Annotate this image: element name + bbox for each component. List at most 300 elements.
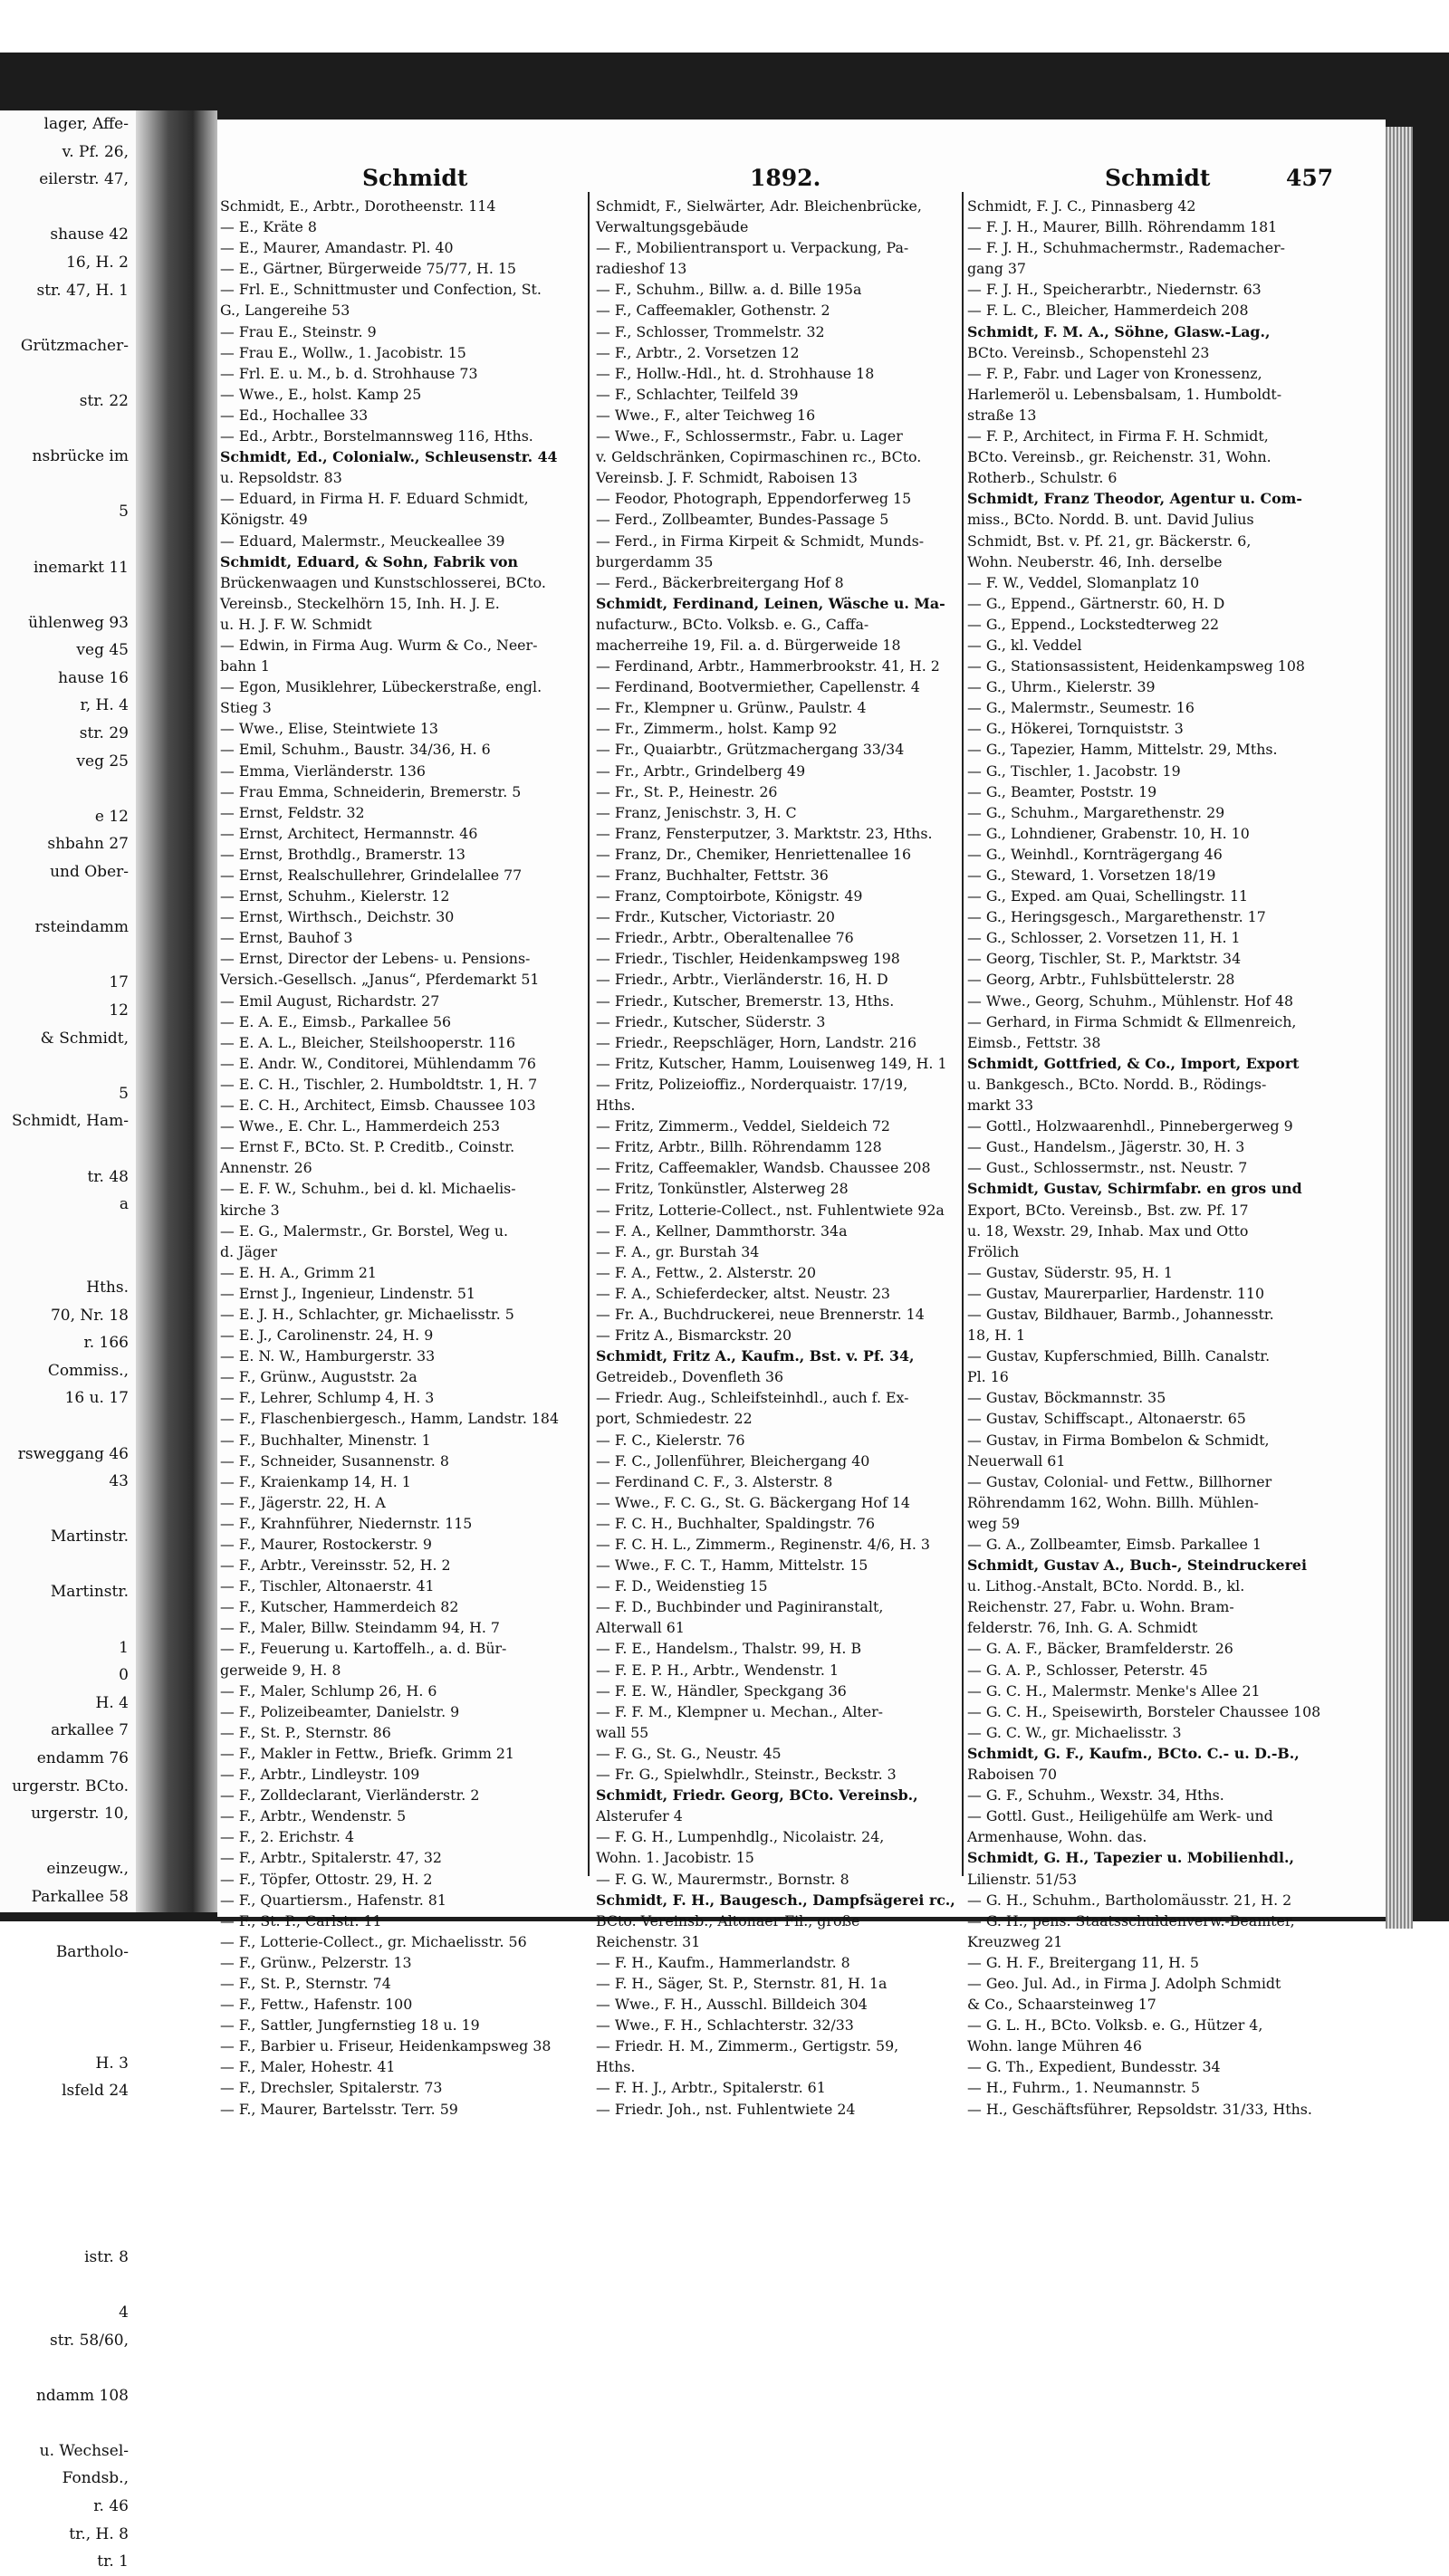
directory-entry: — F., 2. Erichstr. 4 bbox=[220, 1828, 354, 1846]
directory-entry: BCto. Vereinsb., gr. Reichenstr. 31, Wohn. bbox=[967, 448, 1271, 466]
left-page-line: 16, H. 2 bbox=[66, 253, 129, 272]
directory-entry: markt 33 bbox=[967, 1096, 1033, 1115]
directory-entry: — Eduard, Malermstr., Meuckeallee 39 bbox=[220, 531, 505, 550]
directory-entry: — Frdr., Kutscher, Victoriastr. 20 bbox=[596, 908, 835, 926]
directory-entry: — Edwin, in Firma Aug. Wurm & Co., Neer- bbox=[220, 636, 538, 654]
directory-entry: straße 13 bbox=[967, 406, 1037, 424]
directory-entry: — G., Uhrm., Kielerstr. 39 bbox=[967, 678, 1156, 696]
left-page-line: str. 47, H. 1 bbox=[36, 281, 129, 300]
directory-entry: — Ferd., Zollbeamter, Bundes-Passage 5 bbox=[596, 511, 889, 529]
directory-entry: — Fritz, Lotterie-Collect., nst. Fuhlentwiete 92a bbox=[596, 1201, 945, 1219]
directory-entry: — Franz, Jenischstr. 3, H. C bbox=[596, 803, 797, 821]
directory-entry: — Gust., Schlossermstr., nst. Neustr. 7 bbox=[967, 1159, 1248, 1177]
left-page-line: shbahn 27 bbox=[47, 835, 129, 854]
directory-entry: Reichenstr. 27, Fabr. u. Wohn. Bram- bbox=[967, 1598, 1234, 1616]
directory-entry: — Ferdinand, Bootvermiether, Capellenstr. 4 bbox=[596, 678, 920, 696]
left-page-line: 0 bbox=[119, 1666, 129, 1685]
directory-entry: — F. F. M., Klempner u. Mechan., Alter- bbox=[596, 1702, 883, 1720]
directory-entry: — G., Hökerei, Tornquiststr. 3 bbox=[967, 720, 1184, 738]
directory-entry: — Ed., Arbtr., Borstelmannsweg 116, Hths. bbox=[220, 427, 533, 445]
directory-entry: — F., Arbtr., Lindleystr. 109 bbox=[220, 1766, 420, 1784]
left-page-line bbox=[0, 1219, 136, 1247]
left-page-line: u. Wechsel- bbox=[39, 2441, 129, 2460]
left-page-line bbox=[0, 2271, 136, 2299]
directory-entry: — Georg, Arbtr., Fuhlsbüttelerstr. 28 bbox=[967, 971, 1235, 989]
directory-entry: — Wwe., Elise, Steintwiete 13 bbox=[220, 720, 438, 738]
left-page-line: 5 bbox=[119, 503, 129, 522]
left-page-line bbox=[0, 1994, 136, 2022]
directory-entry: — Georg, Tischler, St. P., Marktstr. 34 bbox=[967, 950, 1242, 968]
left-page-line: r. 166 bbox=[83, 1334, 129, 1353]
directory-entry: — F., St. P., Sternstr. 74 bbox=[220, 1974, 391, 1992]
left-page-line bbox=[0, 2022, 136, 2050]
left-page-line bbox=[0, 2188, 136, 2217]
directory-entry: — Fritz, Arbtr., Billh. Röhrendamm 128 bbox=[596, 1138, 882, 1156]
header-left-name: Schmidt bbox=[362, 165, 468, 191]
directory-entry: Wohn. 1. Jacobistr. 15 bbox=[596, 1849, 754, 1867]
left-page-line: e 12 bbox=[94, 807, 129, 826]
left-page-line: veg 45 bbox=[76, 641, 129, 660]
directory-entry: — Ernst, Brothdlg., Bramerstr. 13 bbox=[220, 845, 465, 863]
directory-entry: — Fritz, Kutscher, Hamm, Louisenweg 149, H. 1 bbox=[596, 1054, 947, 1072]
directory-entry: — Fritz, Polizeioffiz., Norderquaistr. 17/19, bbox=[596, 1075, 908, 1093]
left-page-line: urgerstr. 10, bbox=[31, 1805, 129, 1824]
directory-entry: — E. G., Malermstr., Gr. Borstel, Weg u. bbox=[220, 1221, 509, 1240]
directory-entry: gang 37 bbox=[967, 260, 1026, 278]
directory-entry: radieshof 13 bbox=[596, 260, 687, 278]
directory-entry: — E. H. A., Grimm 21 bbox=[220, 1263, 377, 1281]
directory-entry: — F., Schlachter, Teilfeld 39 bbox=[596, 385, 799, 403]
directory-entry: — Frau Emma, Schneiderin, Bremerstr. 5 bbox=[220, 782, 522, 800]
directory-entry: — F., Jägerstr. 22, H. A bbox=[220, 1493, 386, 1511]
directory-entry: — Emma, Vierländerstr. 136 bbox=[220, 761, 426, 780]
directory-entry: felderstr. 76, Inh. G. A. Schmidt bbox=[967, 1619, 1198, 1637]
header-right-name: Schmidt bbox=[1105, 165, 1211, 191]
directory-entry: — Wwe., F. C. T., Hamm, Mittelstr. 15 bbox=[596, 1556, 868, 1575]
directory-entry: — Frl. E., Schnittmuster und Confection, St. bbox=[220, 281, 542, 299]
directory-entry: — Ferdinand C. F., 3. Alsterstr. 8 bbox=[596, 1472, 833, 1490]
directory-entry: Hths. bbox=[596, 2058, 636, 2076]
left-page-fragment bbox=[0, 110, 136, 2571]
directory-entry: Röhrendamm 162, Wohn. Billh. Mühlen- bbox=[967, 1493, 1259, 1511]
directory-entry: weg 59 bbox=[967, 1514, 1021, 1532]
left-page-line: Martinstr. bbox=[50, 1527, 129, 1547]
directory-entry: — G., Heringsgesch., Margarethenstr. 17 bbox=[967, 908, 1266, 926]
directory-entry: Alterwall 61 bbox=[596, 1619, 685, 1637]
directory-entry: BCto. Vereinsb., Altonaer Fil., große bbox=[596, 1911, 860, 1930]
directory-entry: — F. A., Fettw., 2. Alsterstr. 20 bbox=[596, 1263, 817, 1281]
left-page-line bbox=[0, 2105, 136, 2133]
left-page-line: 1 bbox=[119, 1638, 129, 1657]
directory-entry: — G., Malermstr., Seumestr. 16 bbox=[967, 699, 1195, 717]
directory-entry: — F., Grünw., Pelzerstr. 13 bbox=[220, 1953, 412, 1971]
directory-entry: port, Schmiedestr. 22 bbox=[596, 1410, 753, 1428]
directory-entry: — G., Tapezier, Hamm, Mittelstr. 29, Mths. bbox=[967, 741, 1278, 759]
left-page-line: v. Pf. 26, bbox=[62, 142, 129, 161]
page-edges bbox=[1386, 127, 1413, 1929]
left-page-line: & Schmidt, bbox=[40, 1029, 129, 1048]
left-page-line bbox=[0, 775, 136, 803]
directory-entry: — F., Buchhalter, Minenstr. 1 bbox=[220, 1431, 431, 1449]
directory-entry: — F., Kraienkamp 14, H. 1 bbox=[220, 1472, 411, 1490]
directory-entry: — Fritz A., Bismarckstr. 20 bbox=[596, 1326, 792, 1345]
left-page-line: tr., H. 8 bbox=[69, 2524, 129, 2543]
directory-entry: — E. F. W., Schuhm., bei d. kl. Michaelis- bbox=[220, 1180, 516, 1198]
directory-entry: & Co., Schaarsteinweg 17 bbox=[967, 1996, 1156, 2014]
directory-entry: — Friedr., Reepschläger, Horn, Landstr. 216 bbox=[596, 1033, 917, 1051]
column-rule bbox=[962, 192, 964, 1876]
directory-entry: Frölich bbox=[967, 1242, 1020, 1260]
directory-entry: — F. P., Architect, in Firma F. H. Schmidt, bbox=[967, 427, 1269, 445]
directory-entry: — F., Arbtr., Wendenstr. 5 bbox=[220, 1807, 407, 1825]
directory-entry: Raboisen 70 bbox=[967, 1766, 1058, 1784]
left-page-line: shause 42 bbox=[50, 225, 129, 244]
left-page-line bbox=[0, 942, 136, 970]
directory-entry: — G., Schlosser, 2. Vorsetzen 11, H. 1 bbox=[967, 929, 1241, 947]
directory-entry: Reichenstr. 31 bbox=[596, 1932, 701, 1950]
directory-entry: — F. G. W., Maurermstr., Bornstr. 8 bbox=[596, 1870, 849, 1888]
directory-entry: — F., Quartiersm., Hafenstr. 81 bbox=[220, 1891, 446, 1909]
directory-entry: Getreideb., Dovenfleth 36 bbox=[596, 1368, 784, 1386]
directory-entry: — F., Tischler, Altonaerstr. 41 bbox=[220, 1577, 435, 1595]
directory-entry: — F., Maler, Billw. Steindamm 94, H. 7 bbox=[220, 1619, 500, 1637]
directory-entry: — F., Schneider, Susannenstr. 8 bbox=[220, 1451, 449, 1470]
left-page-line bbox=[0, 2216, 136, 2244]
directory-entry: — F. P., Fabr. und Lager von Kronessenz, bbox=[967, 364, 1262, 382]
left-page-line: a bbox=[119, 1195, 129, 1214]
left-page-line: 16 u. 17 bbox=[64, 1389, 129, 1408]
directory-entry: Eimsb., Fettstr. 38 bbox=[967, 1033, 1101, 1051]
directory-entry: — G., Eppend., Lockstedterweg 22 bbox=[967, 615, 1220, 633]
directory-entry: — Gustav, in Firma Bombelon & Schmidt, bbox=[967, 1431, 1270, 1449]
directory-entry: — G., kl. Veddel bbox=[967, 636, 1082, 654]
directory-entry: — Friedr. Joh., nst. Fuhlentwiete 24 bbox=[596, 2100, 856, 2118]
directory-entry: — G. L. H., BCto. Volksb. e. G., Hützer 4, bbox=[967, 2016, 1263, 2035]
left-page-line: 70, Nr. 18 bbox=[50, 1306, 129, 1325]
left-page-line: rsteindamm bbox=[34, 918, 129, 937]
directory-entry: — G. A. F., Bäcker, Bramfelderstr. 26 bbox=[967, 1640, 1233, 1658]
directory-entry: — Fr. A., Buchdruckerei, neue Brennerstr. 14 bbox=[596, 1305, 925, 1323]
directory-entry: burgerdamm 35 bbox=[596, 552, 714, 570]
directory-entry: — F. C., Jollenführer, Bleichergang 40 bbox=[596, 1451, 870, 1470]
left-page-line bbox=[0, 2354, 136, 2382]
directory-entry: — Eduard, in Firma H. F. Eduard Schmidt, bbox=[220, 490, 529, 508]
directory-entry: — Wwe., E. Chr. L., Hammerdeich 253 bbox=[220, 1117, 500, 1135]
directory-entry: — F., Polizeibeamter, Danielstr. 9 bbox=[220, 1702, 460, 1720]
directory-entry: — F., Krahnführer, Niedernstr. 115 bbox=[220, 1514, 473, 1532]
directory-entry: — F., Flaschenbiergesch., Hamm, Landstr. 184 bbox=[220, 1410, 560, 1428]
left-page-line bbox=[0, 1246, 136, 1274]
directory-entry: miss., BCto. Nordd. B. unt. David Julius bbox=[967, 511, 1254, 529]
left-page-line: 4 bbox=[119, 2303, 129, 2322]
left-page-line: istr. 8 bbox=[84, 2247, 129, 2266]
page-number: 457 bbox=[1286, 165, 1334, 191]
directory-entry: — F. E. P. H., Arbtr., Wendenstr. 1 bbox=[596, 1661, 840, 1679]
directory-entry: — F., Maler, Schlump 26, H. 6 bbox=[220, 1681, 437, 1700]
directory-entry: — Friedr. Aug., Schleifsteinhdl., auch f. Ex- bbox=[596, 1389, 909, 1407]
directory-entry: — Fritz, Tonkünstler, Alsterweg 28 bbox=[596, 1180, 849, 1198]
directory-entry: — G. Th., Expedient, Bundesstr. 34 bbox=[967, 2058, 1221, 2076]
directory-entry: — Ernst, Wirthsch., Deichstr. 30 bbox=[220, 908, 455, 926]
directory-entry: — Ernst J., Ingenieur, Lindenstr. 51 bbox=[220, 1284, 475, 1302]
directory-entry: — Friedr., Kutscher, Bremerstr. 13, Hths. bbox=[596, 991, 895, 1010]
directory-entry: — F. G., St. G., Neustr. 45 bbox=[596, 1744, 782, 1762]
directory-entry: — Wwe., F., alter Teichweg 16 bbox=[596, 406, 816, 424]
directory-entry: — F. A., Kellner, Dammthorstr. 34a bbox=[596, 1221, 848, 1240]
left-page-line: Commiss., bbox=[47, 1361, 129, 1380]
directory-entry: — F. G. H., Lumpenhdlg., Nicolaistr. 24, bbox=[596, 1828, 885, 1846]
directory-entry: — F., Maurer, Rostockerstr. 9 bbox=[220, 1536, 432, 1553]
directory-entry: Schmidt, Eduard, & Sohn, Fabrik von bbox=[220, 552, 519, 570]
book-gutter bbox=[136, 110, 217, 1912]
directory-entry: Schmidt, Friedr. Georg, BCto. Vereinsb., bbox=[596, 1786, 918, 1805]
directory-entry: — Fritz, Zimmerm., Veddel, Sieldeich 72 bbox=[596, 1117, 890, 1135]
left-page-line: 5 bbox=[119, 1084, 129, 1103]
directory-entry: — E. J. H., Schlachter, gr. Michaelisstr. 5 bbox=[220, 1305, 514, 1323]
directory-entry: — F. E., Handelsm., Thalstr. 99, H. B bbox=[596, 1640, 862, 1658]
directory-entry: — Feodor, Photograph, Eppendorferweg 15 bbox=[596, 490, 912, 508]
directory-entry: Schmidt, G. H., Tapezier u. Mobilienhdl., bbox=[967, 1849, 1294, 1867]
directory-entry: — Franz, Fensterputzer, 3. Marktstr. 23, Hths. bbox=[596, 824, 933, 842]
left-page-line bbox=[0, 2132, 136, 2160]
directory-entry: — F., Kutscher, Hammerdeich 82 bbox=[220, 1598, 459, 1616]
left-page-line: tr. 1 bbox=[97, 2552, 129, 2571]
directory-entry: Verwaltungsgebäude bbox=[596, 218, 749, 236]
directory-entry: — G. C. H., Malermstr. Menke's Allee 21 bbox=[967, 1681, 1261, 1700]
directory-entry: — Ernst, Feldstr. 32 bbox=[220, 803, 365, 821]
directory-entry: Schmidt, Gustav A., Buch-, Steindruckerei bbox=[967, 1556, 1307, 1575]
directory-entry: — F., Hollw.-Hdl., ht. d. Strohhause 18 bbox=[596, 364, 875, 382]
directory-entry: — E. J., Carolinenstr. 24, H. 9 bbox=[220, 1326, 434, 1345]
directory-entry: — F. H. J., Arbtr., Spitalerstr. 61 bbox=[596, 2079, 826, 2097]
directory-entry: kirche 3 bbox=[220, 1201, 280, 1219]
directory-entry: Annenstr. 26 bbox=[220, 1159, 312, 1177]
directory-entry: — F. H., Kaufm., Hammerlandstr. 8 bbox=[596, 1953, 850, 1971]
directory-entry: — F., Zolldeclarant, Vierländerstr. 2 bbox=[220, 1786, 480, 1805]
directory-entry: — F., Arbtr., Vereinsstr. 52, H. 2 bbox=[220, 1556, 451, 1575]
left-page-line: eilerstr. 47, bbox=[39, 170, 129, 189]
directory-entry: — Ernst, Director der Lebens- u. Pensions- bbox=[220, 950, 531, 968]
directory-entry: — F., St. P., Carlstr. 11 bbox=[220, 1911, 382, 1930]
left-page-line bbox=[0, 1135, 136, 1164]
directory-entry: — Fr., Klempner u. Grünw., Paulstr. 4 bbox=[596, 699, 867, 717]
directory-page bbox=[217, 120, 1386, 2118]
left-page-line: Grützmacher- bbox=[20, 336, 129, 355]
directory-entry: Kreuzweg 21 bbox=[967, 1932, 1063, 1950]
directory-entry: — Friedr., Arbtr., Vierländerstr. 16, H. D bbox=[596, 971, 888, 989]
directory-entry: — G., Schuhm., Margarethenstr. 29 bbox=[967, 803, 1225, 821]
directory-entry: — F., Grünw., Auguststr. 2a bbox=[220, 1368, 417, 1386]
directory-entry: Königstr. 49 bbox=[220, 511, 308, 529]
directory-entry: — G., Beamter, Poststr. 19 bbox=[967, 782, 1157, 800]
directory-entry: — E., Maurer, Amandastr. Pl. 40 bbox=[220, 239, 454, 257]
directory-entry: — G., Tischler, 1. Jacobstr. 19 bbox=[967, 761, 1181, 780]
directory-entry: — Wwe., Georg, Schuhm., Mühlenstr. Hof 48 bbox=[967, 991, 1294, 1010]
left-page-line bbox=[0, 2409, 136, 2437]
left-page-line bbox=[0, 526, 136, 554]
directory-entry: — Franz, Comptoirbote, Königstr. 49 bbox=[596, 887, 863, 905]
left-page-line bbox=[0, 1606, 136, 1634]
directory-entry: — Friedr., Tischler, Heidenkampsweg 198 bbox=[596, 950, 900, 968]
left-page-line bbox=[0, 359, 136, 388]
directory-entry: Rotherb., Schulstr. 6 bbox=[967, 469, 1118, 487]
left-page-line: H. 3 bbox=[95, 2054, 129, 2073]
left-page-line bbox=[0, 471, 136, 499]
directory-entry: — F., Drechsler, Spitalerstr. 73 bbox=[220, 2079, 443, 2097]
directory-entry: — Gustav, Colonial- und Fettw., Billhorner bbox=[967, 1472, 1272, 1490]
directory-entry: — H., Geschäftsführer, Repsoldstr. 31/33, Hths. bbox=[967, 2100, 1312, 2118]
directory-entry: — E. A. E., Eimsb., Parkallee 56 bbox=[220, 1012, 452, 1030]
directory-entry: — Ernst, Architect, Hermannstr. 46 bbox=[220, 824, 478, 842]
left-page-line: str. 29 bbox=[79, 724, 129, 743]
left-page-line: Schmidt, Ham- bbox=[11, 1112, 129, 1131]
directory-entry: — F., Lotterie-Collect., gr. Michaelisstr. 56 bbox=[220, 1932, 527, 1950]
directory-entry: nufacturw., BCto. Volksb. e. G., Caffa- bbox=[596, 615, 869, 633]
left-page-line: hause 16 bbox=[58, 668, 129, 687]
left-page-line bbox=[0, 1052, 136, 1080]
directory-entry: Schmidt, Bst. v. Pf. 21, gr. Bäckerstr. 6, bbox=[967, 531, 1252, 550]
directory-entry: Schmidt, Franz Theodor, Agentur u. Com- bbox=[967, 490, 1302, 508]
left-page-line: Martinstr. bbox=[50, 1583, 129, 1602]
left-page-line: endamm 76 bbox=[36, 1749, 129, 1768]
left-page-line: arkallee 7 bbox=[51, 1721, 129, 1740]
left-page-line: Hths. bbox=[86, 1278, 129, 1297]
directory-entry: — E., Kräte 8 bbox=[220, 218, 317, 236]
directory-entry: — F. D., Buchbinder und Paginiranstalt, bbox=[596, 1598, 884, 1616]
directory-entry: Armenhause, Wohn. das. bbox=[967, 1828, 1147, 1846]
directory-entry: — E., Gärtner, Bürgerweide 75/77, H. 15 bbox=[220, 260, 516, 278]
directory-entry: bahn 1 bbox=[220, 657, 270, 675]
left-page-line bbox=[0, 581, 136, 609]
directory-entry: — F., Caffeemakler, Gothenstr. 2 bbox=[596, 302, 830, 320]
directory-entry: — E. A. L., Bleicher, Steilshooperstr. 116 bbox=[220, 1033, 516, 1051]
directory-entry: — F. W., Veddel, Slomanplatz 10 bbox=[967, 573, 1200, 591]
directory-entry: — E. N. W., Hamburgerstr. 33 bbox=[220, 1347, 436, 1365]
directory-entry: Vereinsb., Steckelhörn 15, Inh. H. J. E. bbox=[220, 594, 500, 612]
directory-entry: — Fr., Quaiarbtr., Grützmachergang 33/34 bbox=[596, 741, 905, 759]
directory-entry: — F., Makler in Fettw., Briefk. Grimm 21 bbox=[220, 1744, 514, 1762]
directory-entry: — Wwe., F., Schlossermstr., Fabr. u. Lager bbox=[596, 427, 903, 445]
left-page-line: H. 4 bbox=[95, 1693, 129, 1712]
directory-entry: Brückenwaagen und Kunstschlosserei, BCto. bbox=[220, 573, 546, 591]
directory-entry: — G. A. P., Schlosser, Peterstr. 45 bbox=[967, 1661, 1208, 1679]
left-page-line: inemarkt 11 bbox=[34, 558, 129, 577]
directory-entry: — G., Stationsassistent, Heidenkampsweg 108 bbox=[967, 657, 1305, 675]
directory-entry: — Egon, Musiklehrer, Lübeckerstraße, engl. bbox=[220, 678, 542, 696]
directory-entry: u. Bankgesch., BCto. Nordd. B., Rödings- bbox=[967, 1075, 1267, 1093]
directory-entry: — Ed., Hochallee 33 bbox=[220, 406, 369, 424]
directory-entry: — Fr., Zimmerm., holst. Kamp 92 bbox=[596, 720, 838, 738]
left-page-line bbox=[0, 1967, 136, 1995]
directory-entry: — Gustav, Böckmannstr. 35 bbox=[967, 1389, 1166, 1407]
directory-entry: — Ferd., in Firma Kirpeit & Schmidt, Munds- bbox=[596, 531, 925, 550]
directory-entry: Wohn. lange Mühren 46 bbox=[967, 2037, 1142, 2055]
directory-entry: — Fritz, Caffeemakler, Wandsb. Chaussee 208 bbox=[596, 1159, 931, 1177]
directory-entry: — Fr., Arbtr., Grindelberg 49 bbox=[596, 761, 806, 780]
left-page-line: str. 58/60, bbox=[49, 2331, 129, 2350]
directory-entry: — Gustav, Kupferschmied, Billh. Canalstr. bbox=[967, 1347, 1271, 1365]
directory-entry: macherreihe 19, Fil. a. d. Bürgerweide 18 bbox=[596, 636, 901, 654]
directory-entry: — Friedr. H. M., Zimmerm., Gertigstr. 59, bbox=[596, 2037, 899, 2055]
directory-entry: — F. J. H., Maurer, Billh. Röhrendamm 181 bbox=[967, 218, 1278, 236]
left-page-line: r, H. 4 bbox=[80, 696, 129, 715]
directory-entry: Schmidt, Fritz A., Kaufm., Bst. v. Pf. 34, bbox=[596, 1347, 915, 1365]
directory-entry: Schmidt, E., Arbtr., Dorotheenstr. 114 bbox=[220, 197, 496, 215]
directory-entry: — F. C. H. L., Zimmerm., Reginenstr. 4/6, H. 3 bbox=[596, 1536, 930, 1553]
directory-entry: — F. J. H., Speicherarbtr., Niedernstr. 63 bbox=[967, 281, 1262, 299]
directory-entry: — G., Weinhdl., Kornträgergang 46 bbox=[967, 845, 1223, 863]
left-page-line: Parkallee 58 bbox=[31, 1888, 129, 1906]
left-page-line: 43 bbox=[109, 1472, 129, 1491]
left-page-line: 17 bbox=[109, 973, 129, 992]
directory-entry: — G., Exped. am Quai, Schellingstr. 11 bbox=[967, 887, 1249, 905]
directory-entry: — G., Lohndiener, Grabenstr. 10, H. 10 bbox=[967, 824, 1250, 842]
directory-entry: — Gust., Handelsm., Jägerstr. 30, H. 3 bbox=[967, 1138, 1245, 1156]
directory-entry: Alsterufer 4 bbox=[596, 1807, 683, 1825]
directory-entry: — F. C., Kielerstr. 76 bbox=[596, 1431, 745, 1449]
left-page-line bbox=[0, 304, 136, 332]
directory-entry: — Gottl., Holzwaarenhdl., Pinnebergerweg 9 bbox=[967, 1117, 1293, 1135]
left-page-line: rsweggang 46 bbox=[17, 1444, 129, 1463]
left-page-line bbox=[0, 1828, 136, 1856]
directory-entry: — E. Andr. W., Conditorei, Mühlendamm 76 bbox=[220, 1054, 536, 1072]
directory-entry: Pl. 16 bbox=[967, 1368, 1009, 1386]
column-rule bbox=[588, 192, 590, 1876]
directory-entry: Versich.-Gesellsch. „Janus“, Pferdemarkt 51 bbox=[220, 971, 540, 989]
directory-entry: — G. A., Zollbeamter, Eimsb. Parkallee 1 bbox=[967, 1536, 1262, 1553]
directory-entry: — F., Schlosser, Trommelstr. 32 bbox=[596, 322, 825, 340]
directory-entry: — Gottl. Gust., Heiligehülfe am Werk- und bbox=[967, 1807, 1273, 1825]
left-page-line: str. 22 bbox=[79, 391, 129, 410]
directory-entry: — F., Fettw., Hafenstr. 100 bbox=[220, 1996, 413, 2014]
left-page-line bbox=[0, 194, 136, 222]
directory-entry: — Gustav, Maurerparlier, Hardenstr. 110 bbox=[967, 1284, 1265, 1302]
directory-entry: — G. H., Schuhm., Bartholomäusstr. 21, H. 2 bbox=[967, 1891, 1292, 1909]
directory-entry: — Frau E., Steinstr. 9 bbox=[220, 322, 377, 340]
directory-entry: — Wwe., F. H., Schlachterstr. 32/33 bbox=[596, 2016, 854, 2035]
directory-entry: u. 18, Wexstr. 29, Inhab. Max und Otto bbox=[967, 1221, 1249, 1240]
directory-entry: — H., Fuhrm., 1. Neumannstr. 5 bbox=[967, 2079, 1201, 2097]
left-page-line: und Ober- bbox=[50, 863, 129, 882]
left-page-line: lsfeld 24 bbox=[62, 2082, 129, 2101]
directory-entry: — F., Arbtr., 2. Vorsetzen 12 bbox=[596, 343, 800, 361]
directory-entry: Stieg 3 bbox=[220, 699, 272, 717]
directory-entry: — Ferd., Bäckerbreitergang Hof 8 bbox=[596, 573, 844, 591]
directory-entry: gerweide 9, H. 8 bbox=[220, 1661, 341, 1679]
directory-entry: Harlemeröl u. Lebensbalsam, 1. Humboldt- bbox=[967, 385, 1282, 403]
left-page-line: ühlenweg 93 bbox=[28, 613, 129, 632]
directory-entry: — F. L. C., Bleicher, Hammerdeich 208 bbox=[967, 302, 1249, 320]
directory-entry: — Wwe., E., holst. Kamp 25 bbox=[220, 385, 422, 403]
directory-entry: Schmidt, F. H., Baugesch., Dampfsägerei rc., bbox=[596, 1891, 955, 1909]
left-page-line: nsbrücke im bbox=[32, 447, 129, 466]
directory-entry: — Ernst F., BCto. St. P. Creditb., Coinstr. bbox=[220, 1138, 515, 1156]
left-page-line bbox=[0, 1911, 136, 1939]
directory-entry: — F., Maler, Hohestr. 41 bbox=[220, 2058, 396, 2076]
directory-entry: v. Geldschränken, Copirmaschinen rc., BCto. bbox=[596, 448, 922, 466]
directory-entry: — Gerhard, in Firma Schmidt & Ellmenreich, bbox=[967, 1012, 1297, 1030]
directory-entry: d. Jäger bbox=[220, 1242, 277, 1260]
directory-entry: — F., Töpfer, Ottostr. 29, H. 2 bbox=[220, 1870, 433, 1888]
left-page-line: veg 25 bbox=[76, 752, 129, 771]
left-page-line: Fondsb., bbox=[62, 2469, 129, 2488]
directory-entry: wall 55 bbox=[596, 1723, 649, 1741]
header-year: 1892. bbox=[750, 165, 821, 191]
left-page-line bbox=[0, 886, 136, 915]
left-page-line: ndamm 108 bbox=[35, 2386, 129, 2405]
directory-entry: — Friedr., Arbtr., Oberaltenallee 76 bbox=[596, 929, 854, 947]
directory-entry: — G., Steward, 1. Vorsetzen 18/19 bbox=[967, 867, 1216, 884]
